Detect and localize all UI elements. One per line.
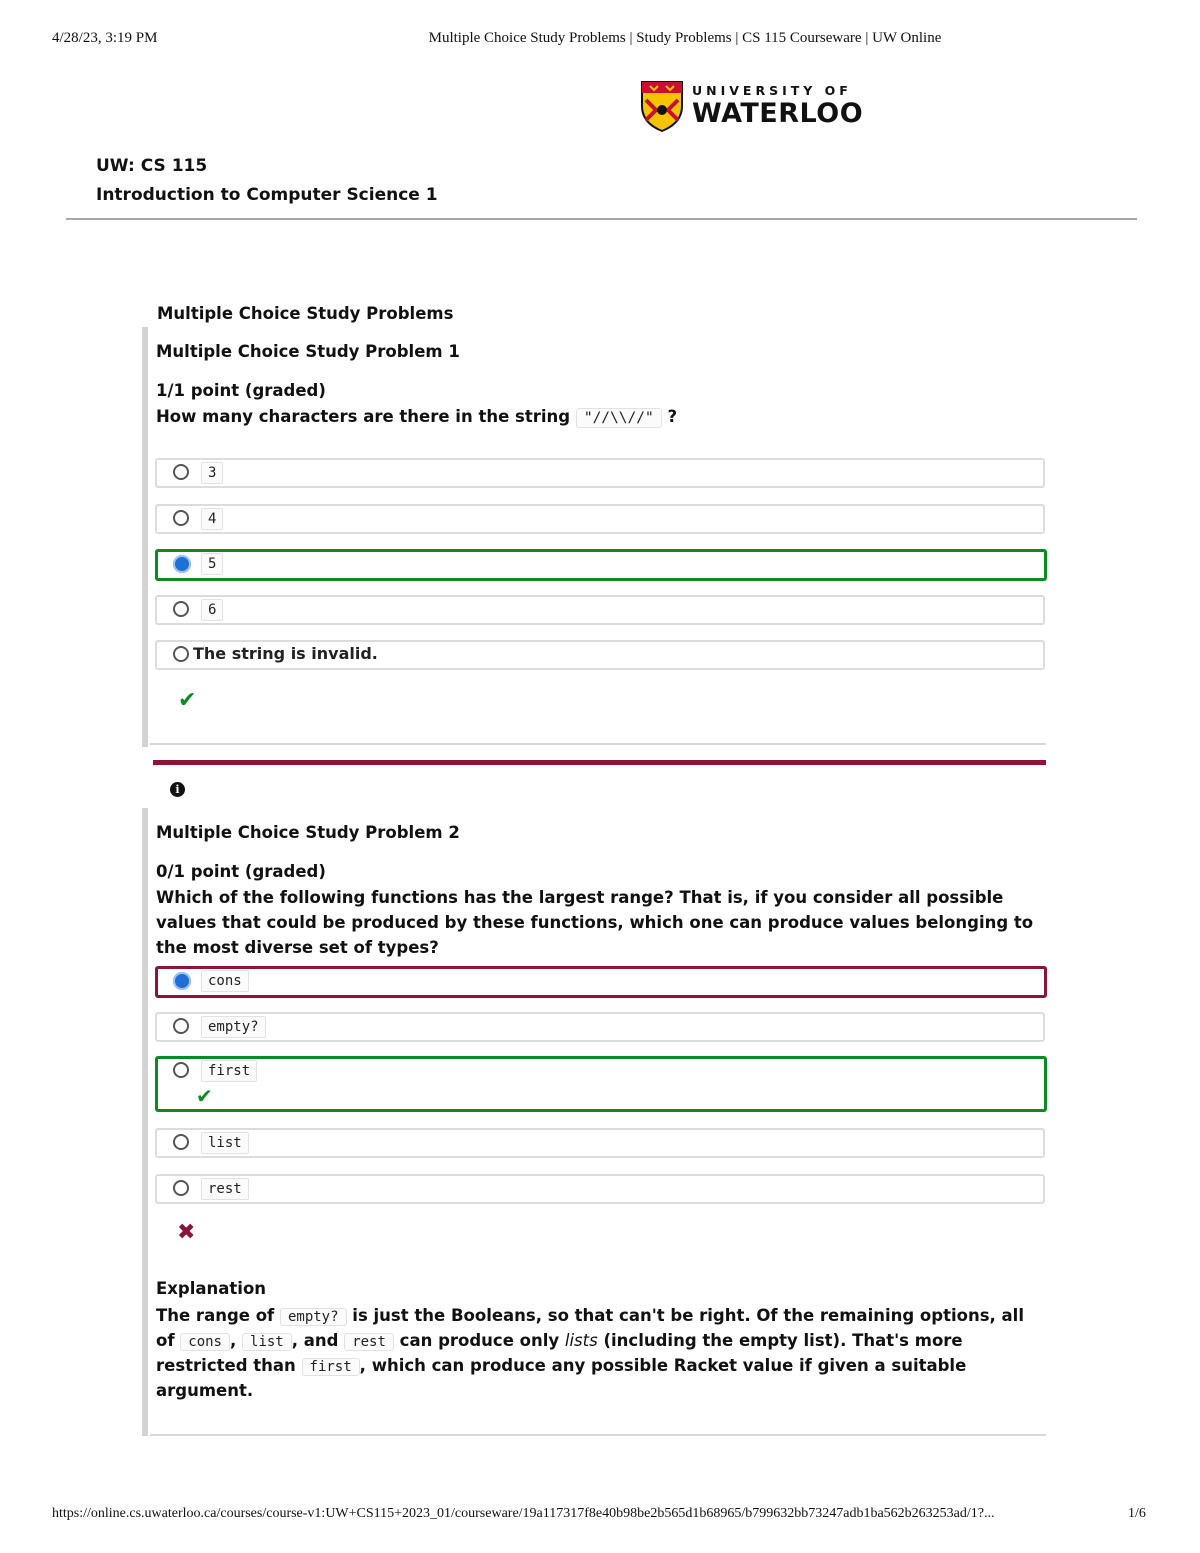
x-icon: ✖ [177, 1220, 196, 1245]
explanation-emphasis: lists [564, 1331, 598, 1350]
choice-label: rest [201, 1178, 249, 1200]
check-icon: ✔ [178, 688, 197, 713]
explanation-fragment: , [229, 1331, 237, 1350]
radio-button[interactable] [173, 464, 189, 480]
print-date: 4/28/23, 3:19 PM [52, 30, 158, 46]
print-page-number: 1/6 [1128, 1506, 1146, 1521]
shield-logo-icon [640, 80, 684, 132]
check-icon: ✔ [196, 1084, 213, 1108]
radio-button-selected[interactable] [173, 555, 191, 573]
problem1-left-bar [142, 327, 148, 747]
radio-button[interactable] [173, 510, 189, 526]
problem1-choice-4[interactable] [155, 504, 1045, 534]
problem1-choice-5[interactable] [155, 549, 1047, 581]
info-icon[interactable]: i [170, 782, 185, 797]
choice-label: first [201, 1060, 257, 1082]
problem1-bottom-rule [150, 743, 1046, 745]
explanation-code: rest [344, 1333, 394, 1351]
radio-button[interactable] [173, 1180, 189, 1196]
problem1-points: 1/1 point (graded) [156, 381, 326, 400]
choice-label: 3 [201, 462, 223, 484]
explanation-fragment: The range of [156, 1306, 275, 1325]
problem2-title: Multiple Choice Study Problem 2 [156, 823, 460, 842]
problem1-title: Multiple Choice Study Problem 1 [156, 342, 460, 361]
problem1-prompt-text: How many characters are there in the string [156, 407, 571, 426]
sequence-title: Multiple Choice Study Problems [157, 304, 454, 323]
problem2-choice-cons[interactable] [155, 966, 1047, 998]
radio-button[interactable] [173, 646, 189, 662]
problem2-choice-first[interactable] [155, 1056, 1047, 1112]
course-code: UW: CS 115 [96, 156, 208, 176]
problem2-prompt: Which of the following functions has the largest range? That is, if you consider all possible values that could be produced by these functions, which one can produce values belonging to the most diverse set of types? [156, 888, 1034, 957]
explanation-code: first [302, 1358, 360, 1376]
radio-button-selected[interactable] [173, 972, 191, 990]
radio-button[interactable] [173, 601, 189, 617]
course-name: Introduction to Computer Science 1 [96, 185, 438, 205]
problem2-bottom-rule [150, 1434, 1046, 1436]
explanation-fragment: which can produce any possible Racket value if given a suitable argument. [156, 1356, 967, 1400]
explanation-code: list [242, 1333, 292, 1351]
problem2-points: 0/1 point (graded) [156, 862, 326, 881]
problem2-left-bar [142, 808, 148, 1436]
explanation-fragment: , and [291, 1331, 339, 1350]
problem1-choice-invalid[interactable] [155, 640, 1045, 670]
explanation-fragment: is just the Booleans, so that can't be right. Of the remaining options, all of [156, 1306, 1024, 1350]
radio-button[interactable] [173, 1018, 189, 1034]
problem2-choice-list[interactable] [155, 1128, 1045, 1158]
print-url: https://online.cs.uwaterloo.ca/courses/course-v1:UW+CS115+2023_01/courseware/19a117317f8e40b98be2b565d1b68965/b799632bb73247adb1ba562b263253ad/1?... [52, 1506, 995, 1521]
header-divider [66, 218, 1137, 220]
choice-label: 4 [201, 508, 223, 530]
university-logo[interactable] [640, 80, 863, 132]
problem2-choice-empty[interactable] [155, 1012, 1045, 1042]
choice-label: 5 [201, 553, 223, 575]
section-divider [153, 760, 1046, 765]
problem1-prompt-end: ? [667, 407, 678, 426]
choice-label: cons [201, 970, 249, 992]
explanation-fragment: can produce only [399, 1331, 560, 1350]
problem1-prompt [156, 404, 677, 431]
print-title: Multiple Choice Study Problems | Study Problems | CS 115 Courseware | UW Online [428, 30, 942, 46]
explanation-heading: Explanation [156, 1279, 267, 1298]
problem1-choice-3[interactable] [155, 458, 1045, 488]
radio-button[interactable] [173, 1062, 189, 1078]
problem1-choice-6[interactable] [155, 595, 1045, 625]
choice-label: The string is invalid. [193, 644, 378, 663]
explanation-code: cons [180, 1333, 230, 1351]
problem2-choice-rest[interactable] [155, 1174, 1045, 1204]
choice-label: 6 [201, 599, 223, 621]
logo-line2: WATERLOO [692, 97, 864, 129]
choice-label: list [201, 1132, 249, 1154]
problem1-prompt-code: "//\\//" [576, 408, 662, 428]
explanation-code: empty? [280, 1308, 347, 1326]
explanation-fragment: (including the empty list). That's more restricted than [156, 1331, 963, 1375]
choice-label: empty? [201, 1016, 266, 1038]
explanation-fragment: , [359, 1356, 366, 1375]
explanation-text [156, 1304, 1046, 1402]
radio-button[interactable] [173, 1134, 189, 1150]
logo-line1: UNIVERSITY OF [692, 83, 852, 99]
